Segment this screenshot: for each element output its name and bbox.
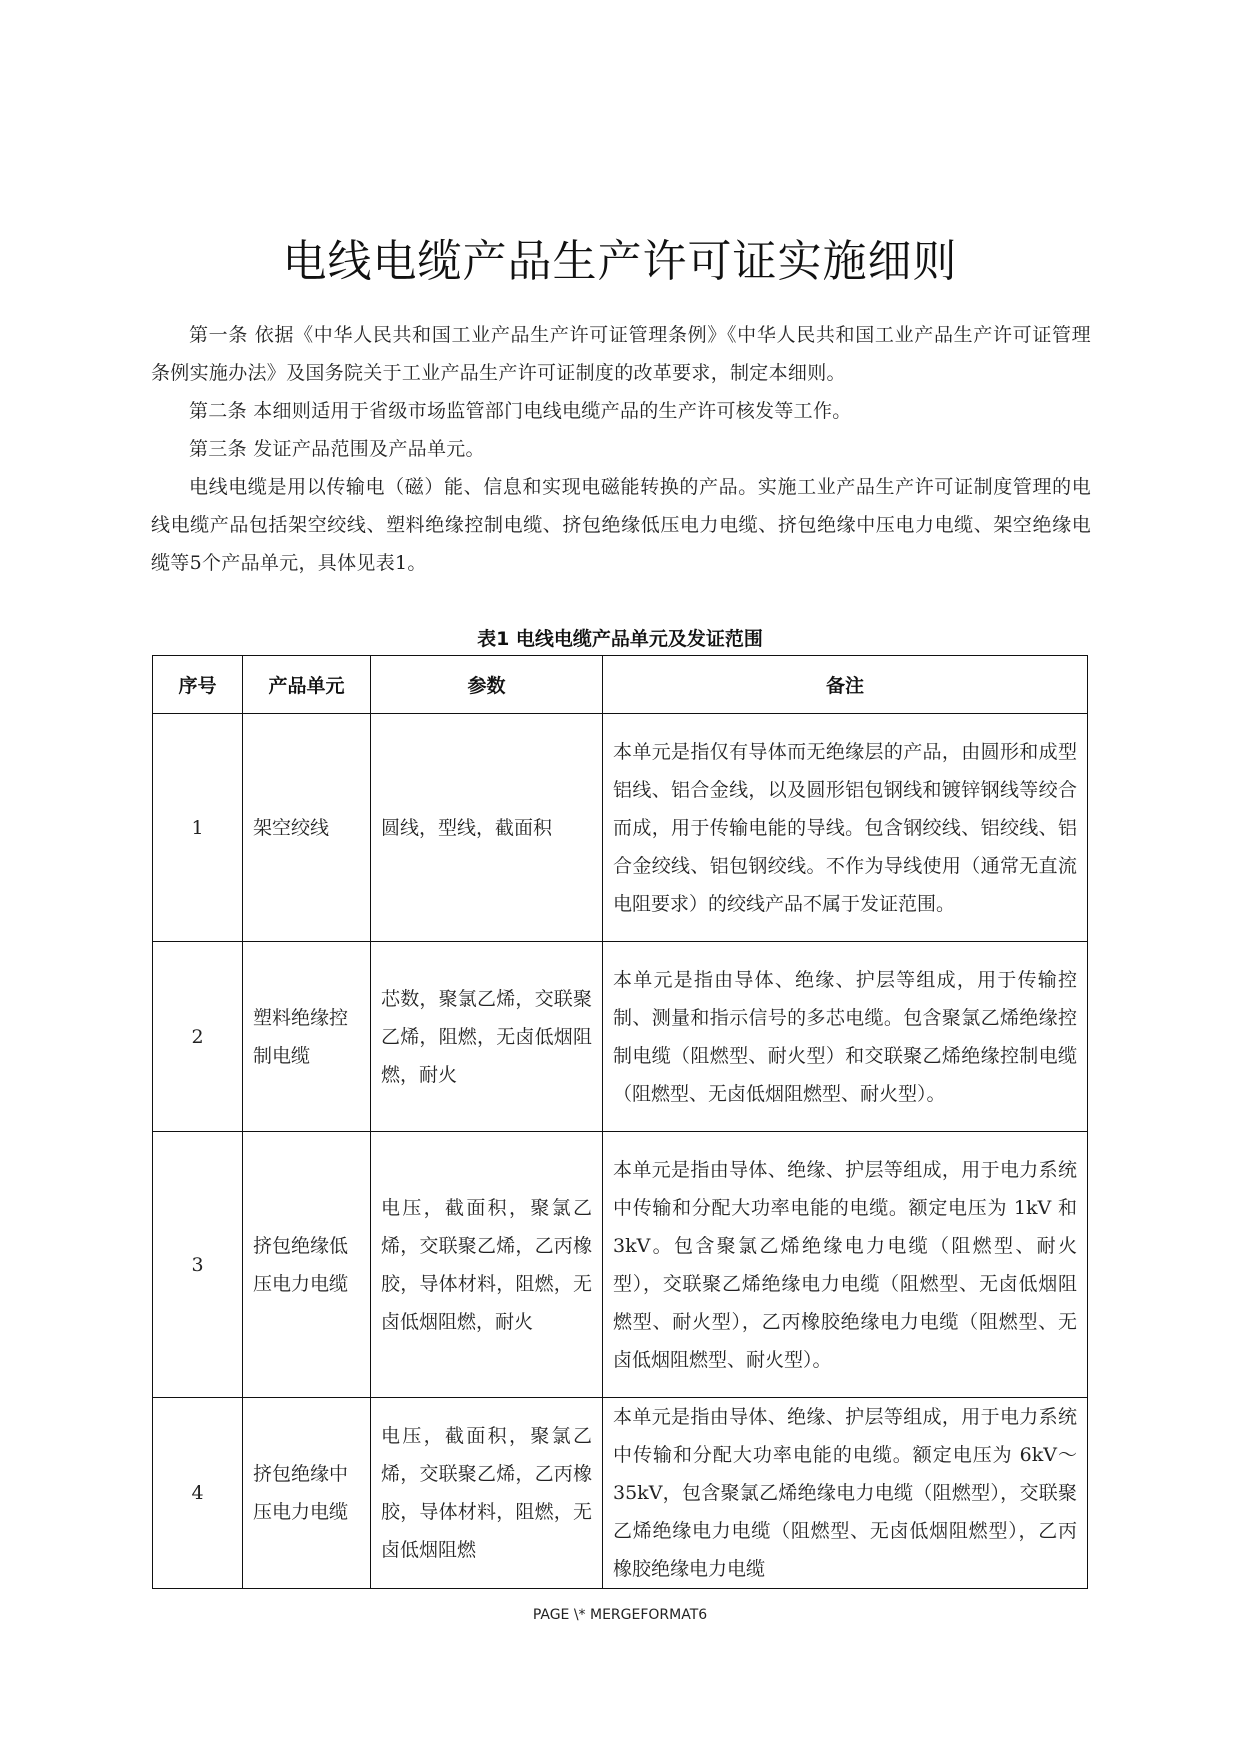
- header-no: 序号: [153, 656, 243, 714]
- cell-no: 2: [153, 942, 243, 1132]
- cell-notes: 本单元是指由导体、绝缘、护层等组成，用于电力系统中传输和分配大功率电能的电缆。额定电压为 1kV 和 3kV。包含聚氯乙烯绝缘电力电缆（阻燃型、耐火型），交联聚乙烯绝缘电力电缆（阻燃型、无卤低烟阻燃型、耐火型），乙丙橡胶绝缘电力电缆（阻燃型、无卤低烟阻燃型、耐火型）。: [603, 1132, 1088, 1398]
- header-params: 参数: [371, 656, 603, 714]
- product-unit-table: [152, 655, 1088, 1589]
- cell-params: 芯数，聚氯乙烯，交联聚乙烯，阻燃，无卤低烟阻燃，耐火: [371, 942, 603, 1132]
- intro-paragraph: 电线电缆是用以传输电（磁）能、信息和实现电磁能转换的产品。实施工业产品生产许可证制度管理的电线电缆产品包括架空绞线、塑料绝缘控制电缆、挤包绝缘低压电力电缆、挤包绝缘中压电力电缆、架空绝缘电缆等5个产品单元，具体见表1。: [151, 476, 1091, 574]
- header-notes: 备注: [603, 656, 1088, 714]
- cell-unit: 挤包绝缘低压电力电缆: [243, 1132, 371, 1398]
- article-2: 第二条 本细则适用于省级市场监管部门电线电缆产品的生产许可核发等工作。: [189, 400, 852, 422]
- cell-params: 电压，截面积，聚氯乙烯，交联聚乙烯，乙丙橡胶，导体材料，阻燃，无卤低烟阻燃: [371, 1398, 603, 1589]
- article-3: 第三条 发证产品范围及产品单元。: [189, 438, 485, 460]
- cell-notes: 本单元是指由导体、绝缘、护层等组成，用于传输控制、测量和指示信号的多芯电缆。包含聚氯乙烯绝缘控制电缆（阻燃型、耐火型）和交联聚乙烯绝缘控制电缆（阻燃型、无卤低烟阻燃型、耐火型）。: [603, 942, 1088, 1132]
- table-caption: 表1 电线电缆产品单元及发证范围: [477, 628, 763, 650]
- cell-params: 圆线，型线，截面积: [371, 714, 603, 942]
- table-row: [153, 1398, 1088, 1589]
- header-unit: 产品单元: [243, 656, 371, 714]
- cell-params: 电压，截面积，聚氯乙烯，交联聚乙烯，乙丙橡胶，导体材料，阻燃，无卤低烟阻燃，耐火: [371, 1132, 603, 1398]
- cell-no: 1: [153, 714, 243, 942]
- table-header-row: [153, 656, 1088, 714]
- table-row: [153, 1132, 1088, 1398]
- article-1: 第一条 依据《中华人民共和国工业产品生产许可证管理条例》《中华人民共和国工业产品生产许可证管理条例实施办法》及国务院关于工业产品生产许可证制度的改革要求，制定本细则。: [151, 324, 1091, 384]
- cell-notes: 本单元是指仅有导体而无绝缘层的产品，由圆形和成型铝线、铝合金线，以及圆形铝包钢线和镀锌钢线等绞合而成，用于传输电能的导线。包含钢绞线、铝绞线、铝合金绞线、铝包钢绞线。不作为导线使用（通常无直流电阻要求）的绞线产品不属于发证范围。: [603, 714, 1088, 942]
- cell-no: 3: [153, 1132, 243, 1398]
- cell-unit: 挤包绝缘中压电力电缆: [243, 1398, 371, 1589]
- cell-notes: 本单元是指由导体、绝缘、护层等组成，用于电力系统中传输和分配大功率电能的电缆。额定电压为 6kV～35kV，包含聚氯乙烯绝缘电力电缆（阻燃型），交联聚乙烯绝缘电力电缆（阻燃型、无卤低烟阻燃型），乙丙橡胶绝缘电力电缆: [603, 1398, 1088, 1589]
- cell-unit: 架空绞线: [243, 714, 371, 942]
- table-row: [153, 714, 1088, 942]
- document-title: 电线电缆产品生产许可证实施细则: [282, 236, 958, 287]
- cell-unit: 塑料绝缘控制电缆: [243, 942, 371, 1132]
- cell-no: 4: [153, 1398, 243, 1589]
- page-footer: PAGE \* MERGEFORMAT6: [532, 1607, 708, 1623]
- table-row: [153, 942, 1088, 1132]
